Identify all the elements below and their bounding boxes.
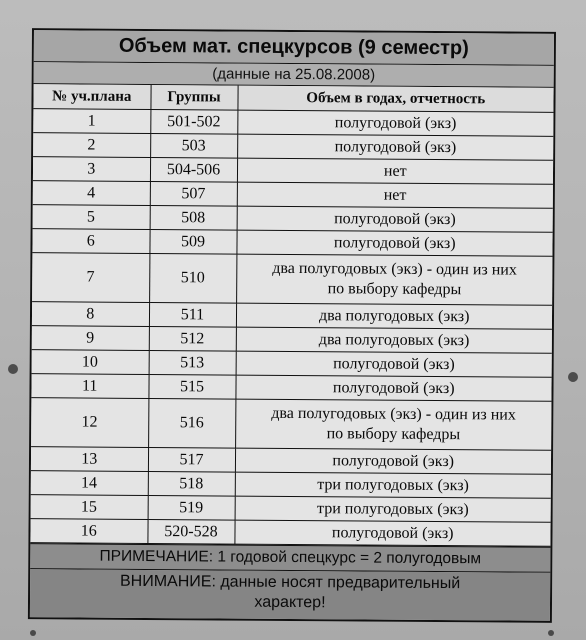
- volume-line: два полугодовых (экз) - один из них: [272, 259, 517, 279]
- plan-number-cell: 15: [31, 495, 148, 520]
- plan-number-cell: 1: [33, 109, 150, 134]
- volume-cell: полугодовой (экз): [234, 520, 550, 546]
- table-row: [32, 350, 552, 378]
- column-header-groups: Группы: [150, 85, 237, 110]
- date-note: (данные на 25.08.2008): [34, 62, 554, 88]
- groups-cell: 509: [149, 229, 236, 254]
- groups-cell: 513: [149, 350, 236, 375]
- plan-number-cell: 5: [33, 205, 150, 230]
- volume-cell: два полугодовых (экз): [236, 303, 552, 329]
- groups-cell: 504-506: [150, 157, 237, 182]
- table-row: [32, 229, 552, 257]
- volume-cell: полугодовой (экз): [237, 110, 553, 136]
- plan-number-cell: 7: [32, 253, 149, 303]
- courses-table: [30, 84, 553, 547]
- volume-cell: [235, 399, 551, 450]
- plan-number-cell: 16: [30, 519, 147, 544]
- pin-mark-left: [8, 364, 18, 374]
- plan-number-cell: 2: [33, 133, 150, 158]
- table-row: [33, 133, 553, 161]
- column-header-plan-number: № уч.плана: [33, 84, 150, 109]
- plan-number-cell: 9: [32, 326, 149, 351]
- volume-cell: полугодовой (экз): [235, 448, 551, 474]
- table-row: [31, 471, 551, 499]
- volume-line: два полугодовых (экз) - один из них: [271, 404, 516, 424]
- pin-mark-bottom-right: [548, 630, 554, 636]
- notice-sheet: [28, 28, 556, 623]
- plan-number-cell: 14: [31, 471, 148, 496]
- plan-number-cell: 13: [31, 447, 148, 472]
- groups-cell: 520-528: [147, 519, 234, 544]
- plan-number-cell: 4: [33, 181, 150, 206]
- groups-cell: 503: [150, 133, 237, 158]
- volume-cell: два полугодовых (экз): [236, 327, 552, 353]
- volume-line: по выбору кафедры: [326, 425, 461, 444]
- plan-number-cell: 3: [33, 157, 150, 182]
- table-row: [32, 253, 552, 306]
- volume-cell: полугодовой (экз): [235, 375, 551, 401]
- groups-cell: 511: [149, 302, 236, 327]
- groups-cell: 510: [149, 253, 236, 303]
- column-header-volume: Объем в годах, отчетность: [237, 86, 553, 113]
- note-footer: ПРИМЕЧАНИЕ: 1 годовой спецкурс = 2 полугодовым: [30, 543, 550, 573]
- warning-line: характер!: [254, 593, 326, 612]
- table-row: [31, 495, 551, 523]
- volume-cell: полугодовой (экз): [237, 206, 553, 232]
- volume-cell: три полугодовых (экз): [235, 472, 551, 498]
- table-row: [33, 109, 553, 137]
- table-row: [30, 519, 550, 547]
- plan-number-cell: 8: [32, 302, 149, 327]
- groups-cell: 501-502: [150, 109, 237, 134]
- pin-mark-right: [568, 372, 578, 382]
- plan-number-cell: 10: [32, 350, 149, 375]
- groups-cell: 512: [149, 326, 236, 351]
- volume-cell: полугодовой (экз): [236, 230, 552, 256]
- groups-cell: 508: [150, 205, 237, 230]
- table-row: [31, 374, 551, 402]
- volume-cell: [236, 254, 552, 305]
- groups-cell: 516: [148, 398, 235, 448]
- warning-line: ВНИМАНИЕ: данные носят предварительный: [119, 572, 461, 593]
- volume-line: по выбору кафедры: [327, 280, 462, 299]
- document-title: Объем мат. спецкурсов (9 семестр): [34, 30, 554, 66]
- groups-cell: 518: [148, 471, 235, 496]
- plan-number-cell: 6: [32, 229, 149, 254]
- table-header-row: [33, 84, 553, 112]
- volume-cell: полугодовой (экз): [237, 134, 553, 160]
- volume-cell: нет: [237, 182, 553, 208]
- groups-cell: 519: [148, 495, 235, 520]
- table-row: [33, 181, 553, 209]
- table-row: [31, 398, 551, 451]
- groups-cell: 507: [150, 181, 237, 206]
- groups-cell: 515: [148, 374, 235, 399]
- volume-cell: нет: [237, 158, 553, 184]
- volume-cell: полугодовой (экз): [236, 351, 552, 377]
- table-row: [32, 326, 552, 354]
- table-row: [33, 157, 553, 185]
- plan-number-cell: 11: [31, 374, 148, 399]
- table-row: [31, 447, 551, 475]
- volume-cell: три полугодовых (экз): [235, 496, 551, 522]
- table-row: [33, 205, 553, 233]
- warning-footer: [30, 569, 550, 621]
- groups-cell: 517: [148, 447, 235, 472]
- plan-number-cell: 12: [31, 398, 148, 448]
- table-row: [32, 302, 552, 330]
- pin-mark-bottom-left: [30, 630, 36, 636]
